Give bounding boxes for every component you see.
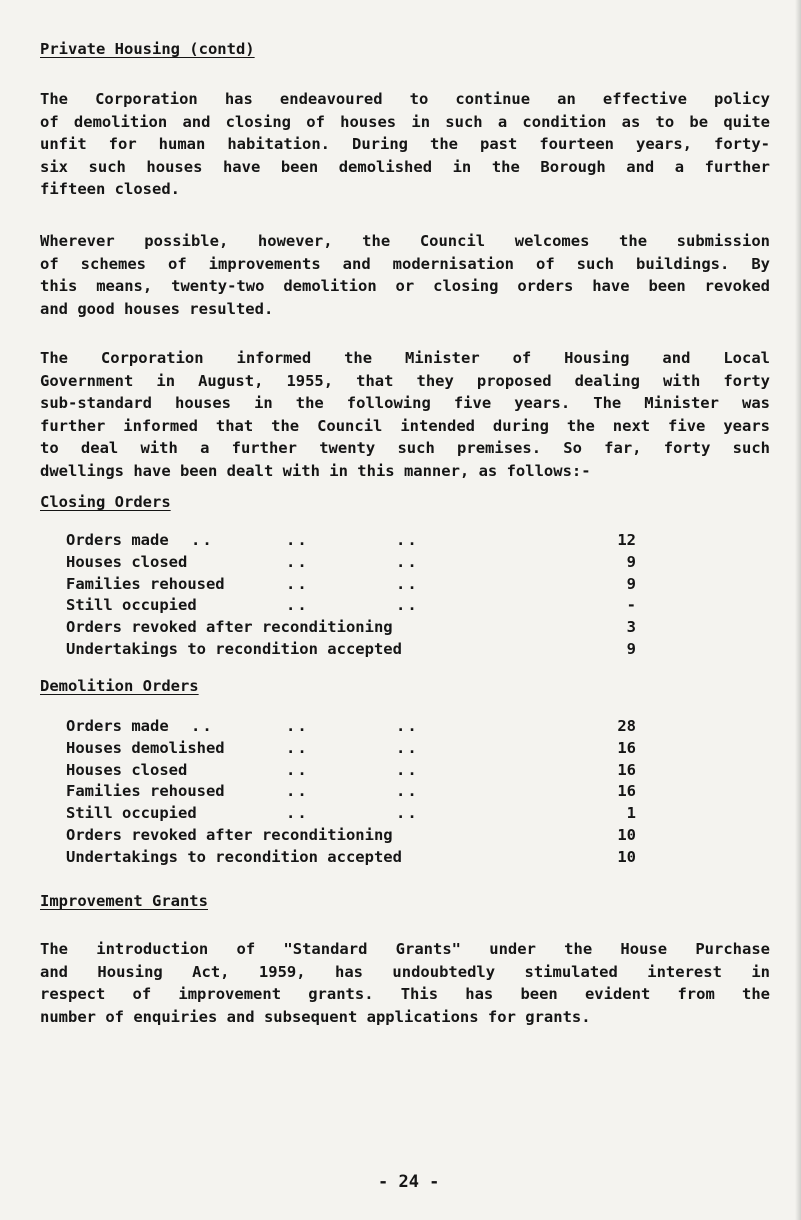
paragraph-line: this means, twenty-two demolition or closing orders have been revoked — [40, 277, 770, 296]
heading-improvement-grants: Improvement Grants — [40, 892, 208, 910]
row-value: 16 — [617, 738, 636, 757]
leader-dots: .. — [286, 760, 309, 779]
paragraph-line: The Corporation informed the Minister of Housing and Local — [40, 349, 770, 367]
table-row — [66, 639, 636, 661]
leader-dots: .. — [286, 531, 309, 549]
paragraph-policy — [40, 88, 770, 201]
leader-dots: .. — [396, 596, 419, 615]
row-label: Still occupied — [66, 804, 197, 823]
leader-dots: .. — [396, 804, 419, 823]
table-row — [66, 552, 636, 574]
table-row — [66, 803, 636, 825]
paragraph-line: to deal with a further twenty such premises. So far, forty such — [40, 439, 770, 458]
row-label: Undertakings to recondition accepted — [66, 847, 402, 866]
paragraph-line: of schemes of improvements and modernisation of such buildings. By — [40, 254, 770, 273]
row-label: Still occupied — [66, 596, 197, 615]
table-row — [66, 738, 636, 760]
row-label: Families rehoused — [66, 782, 225, 801]
table-row — [66, 530, 636, 552]
paragraph-line: respect of improvement grants. This has been evident from the — [40, 985, 770, 1004]
row-value: 10 — [617, 847, 636, 866]
row-label: Undertakings to recondition accepted — [66, 639, 402, 658]
table-row — [66, 617, 636, 639]
table-row — [66, 574, 636, 596]
row-label: Orders revoked after reconditioning — [66, 618, 393, 637]
leader-dots: .. — [286, 782, 309, 801]
leader-dots: .. — [286, 574, 309, 593]
row-label: Houses closed — [66, 552, 188, 571]
table-row — [66, 595, 636, 617]
paragraph-line: fifteen closed. — [40, 180, 180, 199]
row-value: 3 — [626, 618, 636, 637]
row-label: Houses closed — [66, 760, 188, 779]
row-value: 28 — [617, 717, 636, 735]
leader-dots: .. — [396, 552, 419, 571]
leader-dots: .. — [286, 738, 309, 757]
paragraph-line: Wherever possible, however, the Council welcomes the submission — [40, 232, 770, 250]
paragraph-line: further informed that the Council intended during the next five years — [40, 416, 770, 435]
row-label: Families rehoused — [66, 574, 225, 593]
paragraph-line: and good houses resulted. — [40, 299, 274, 318]
heading-demolition-orders: Demolition Orders — [40, 677, 199, 695]
leader-dots: .. — [191, 717, 214, 735]
row-label: Orders made — [66, 717, 169, 735]
paragraph-line: six such houses have been demolished in the Borough and a further — [40, 157, 770, 176]
row-value: - — [626, 596, 636, 615]
page-number: - 24 - — [378, 1172, 440, 1192]
leader-dots: .. — [191, 531, 214, 549]
paragraph-line: number of enquiries and subsequent applications for grants. — [40, 1007, 591, 1026]
row-label: Orders revoked after reconditioning — [66, 825, 393, 844]
heading-closing-orders: Closing Orders — [40, 493, 171, 511]
row-value: 9 — [626, 552, 636, 571]
paragraph-line: of demolition and closing of houses in such a condition as to be quite — [40, 112, 770, 131]
table-row — [66, 760, 636, 782]
leader-dots: .. — [396, 574, 419, 593]
table-row — [66, 825, 636, 847]
row-value: 10 — [617, 825, 636, 844]
table-row — [66, 847, 636, 869]
paragraph-line: Government in August, 1955, that they proposed dealing with forty — [40, 371, 770, 390]
leader-dots: .. — [286, 552, 309, 571]
paragraph-line: The introduction of "Standard Grants" under the House Purchase — [40, 940, 770, 958]
row-label: Orders made — [66, 531, 169, 549]
leader-dots: .. — [396, 738, 419, 757]
leader-dots: .. — [396, 531, 419, 549]
row-label: Houses demolished — [66, 738, 225, 757]
leader-dots: .. — [396, 760, 419, 779]
row-value: 16 — [617, 760, 636, 779]
row-value: 12 — [617, 531, 636, 549]
leader-dots: .. — [286, 804, 309, 823]
closing-orders-table — [66, 530, 636, 661]
paragraph-line: The Corporation has endeavoured to continue an effective policy — [40, 90, 770, 108]
leader-dots: .. — [396, 717, 419, 735]
page-edge-shadow — [795, 0, 801, 1220]
row-value: 9 — [626, 574, 636, 593]
leader-dots: .. — [286, 596, 309, 615]
paragraph-line: and Housing Act, 1959, has undoubtedly stimulated interest in — [40, 962, 770, 981]
row-value: 9 — [626, 639, 636, 658]
paragraph-minister — [40, 347, 770, 483]
leader-dots: .. — [396, 782, 419, 801]
table-row — [66, 781, 636, 803]
paragraph-modernisation — [40, 230, 770, 320]
table-row — [66, 716, 636, 738]
heading-private-housing: Private Housing (contd) — [40, 40, 255, 58]
row-value: 1 — [626, 804, 636, 823]
paragraph-grants — [40, 938, 770, 1028]
leader-dots: .. — [286, 717, 309, 735]
paragraph-line: sub-standard houses in the following five years. The Minister was — [40, 394, 770, 413]
demolition-orders-table — [66, 716, 636, 869]
paragraph-line: dwellings have been dealt with in this manner, as follows:- — [40, 461, 591, 480]
row-value: 16 — [617, 782, 636, 801]
paragraph-line: unfit for human habitation. During the past fourteen years, forty- — [40, 135, 770, 154]
